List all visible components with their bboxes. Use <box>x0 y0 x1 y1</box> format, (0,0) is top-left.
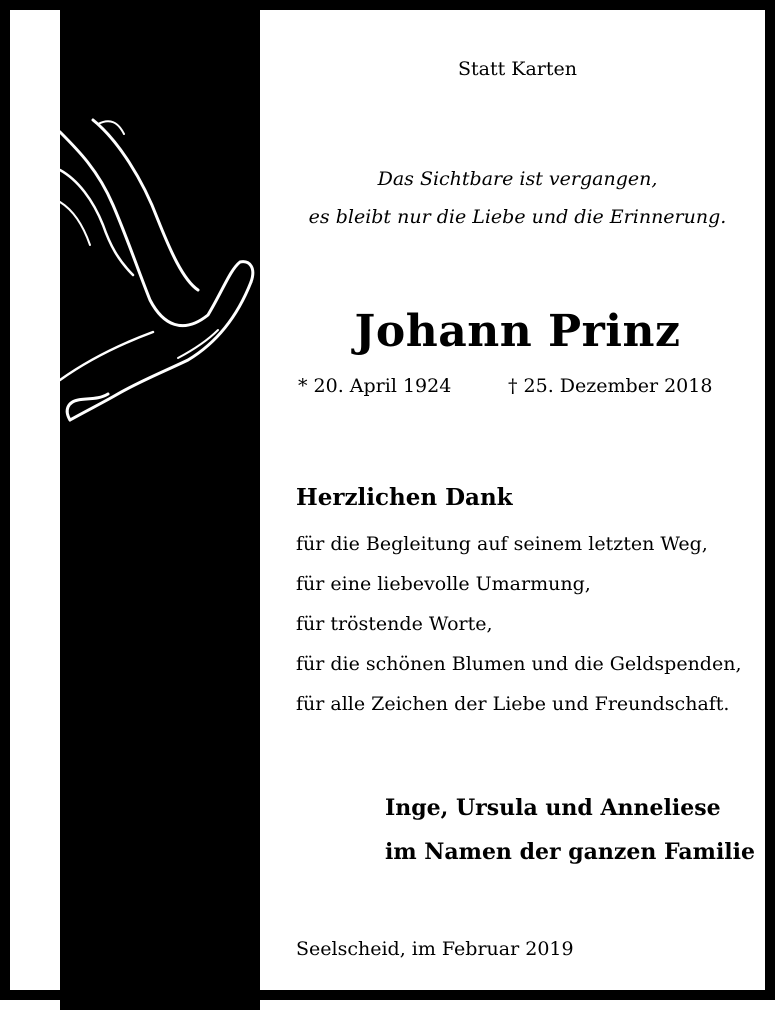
dove-icon <box>58 110 258 430</box>
thanks-line: für die Begleitung auf seinem letzten Weg, <box>296 533 708 555</box>
thanks-line: für alle Zeichen der Liebe und Freundschaft. <box>296 693 730 715</box>
thanks-line: für eine liebevolle Umarmung, <box>296 573 591 595</box>
signers <box>385 786 755 874</box>
thanks-line: für die schönen Blumen und die Geldspenden, <box>296 653 742 675</box>
signers-names: Inge, Ursula und Anneliese <box>385 795 721 821</box>
thanks-heading: Herzlichen Dank <box>296 484 513 511</box>
deceased-name: Johann Prinz <box>354 306 681 357</box>
thanks-list <box>296 524 742 724</box>
quote-line-2: es bleibt nur die Liebe und die Erinnerung. <box>308 206 727 228</box>
birth-date: * 20. April 1924 <box>298 375 452 397</box>
death-date: † 25. Dezember 2018 <box>508 375 713 397</box>
memorial-quote <box>260 160 775 236</box>
signers-family: im Namen der ganzen Familie <box>385 839 756 865</box>
quote-line-1: Das Sichtbare ist vergangen, <box>377 168 658 190</box>
statt-karten-heading: Statt Karten <box>457 58 577 80</box>
thanks-line: für tröstende Worte, <box>296 613 493 635</box>
place-and-date: Seelscheid, im Februar 2019 <box>296 938 574 960</box>
